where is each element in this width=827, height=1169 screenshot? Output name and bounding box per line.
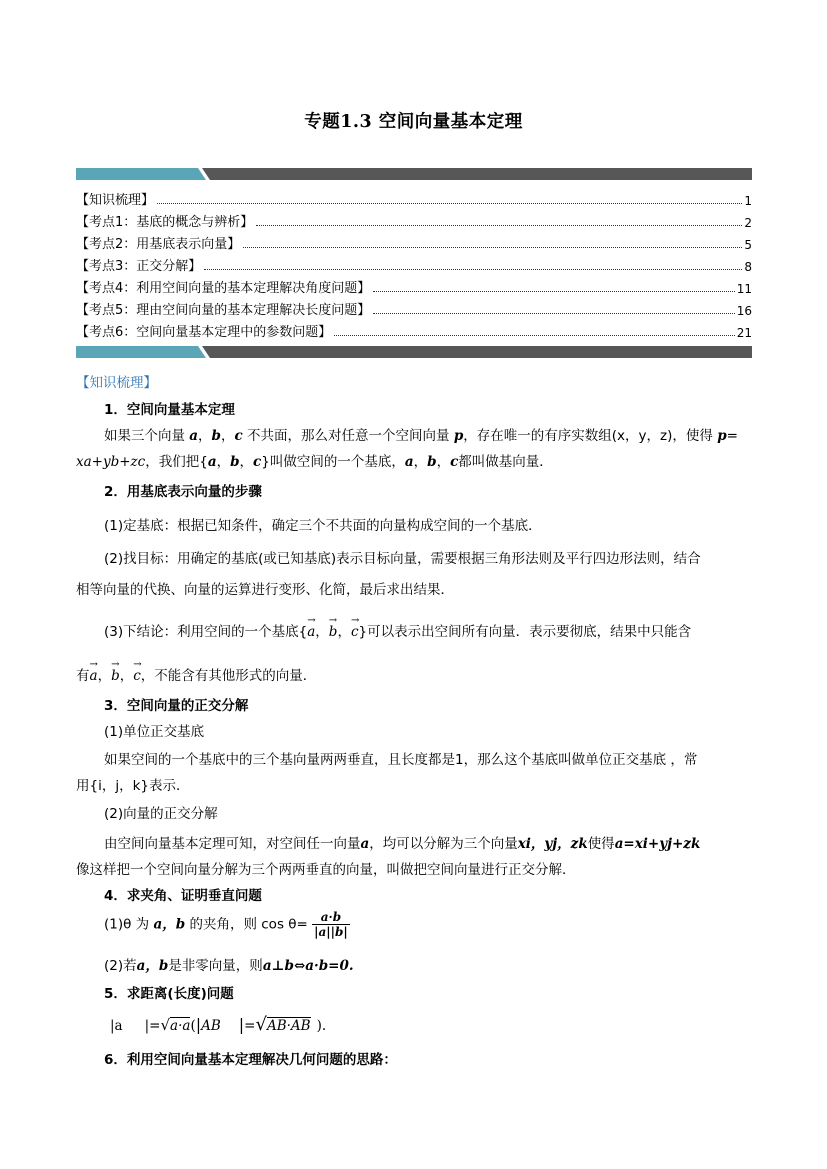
cos-fraction: $\frac{a\cdot b}{|a||b|}$ [314, 910, 348, 939]
s2-step2-line1: (2)找目标：用确定的基底(或已知基底)表示目标向量，需要根据三角形法则及平行四边形法则，结合 [104, 551, 701, 567]
toc-item-label: 【知识梳理】 [76, 193, 155, 208]
s3-p1-line1: 如果空间的一个基底中的三个基向量两两垂直，且长度都是1，那么这个基底叫做单位正交基底 ，常 [104, 752, 698, 768]
toc-item[interactable] [76, 276, 752, 296]
heading-orthogonal-decomposition: 3．空间向量的正交分解 [104, 698, 249, 714]
toc-item-label: 【考点3：正交分解】 [76, 259, 202, 274]
toc-item-label: 【考点2：用基底表示向量】 [76, 237, 241, 252]
section-tag: 【知识梳理】 [76, 375, 157, 391]
toc-item-label: 【考点5：理由空间向量的基本定理解决长度问题】 [76, 303, 371, 318]
heading-basis-steps: 2．用基底表示向量的步骤 [104, 484, 262, 500]
heading-basis-theorem: 1．空间向量基本定理 [104, 402, 235, 418]
toc-item-page: 21 [736, 326, 752, 340]
s1-line2: xa+yb+zc，我们把{a，b，c}叫做空间的一个基底，a，b，c都叫做基向量． [76, 454, 553, 470]
s2-step1: (1)定基底：根据已知条件，确定三个不共面的向量构成空间的一个基底． [104, 518, 542, 534]
s3-sub2: (2)向量的正交分解 [104, 806, 218, 822]
toc-item-page: 2 [744, 216, 752, 230]
toc-top-divider [76, 168, 752, 180]
toc-item[interactable] [76, 210, 752, 230]
s3-p3: 像这样把一个空间向量分解为三个两两垂直的向量，叫做把空间向量进行正交分解． [76, 862, 576, 878]
s1-line1: 如果三个向量 a，b，c 不共面，那么对任意一个空间向量 p，存在唯一的有序实数组(x，y，z)，使得 p= [104, 428, 738, 444]
toc-item-page: 11 [736, 282, 752, 296]
page-title: 专题1.3 空间向量基本定理 [304, 112, 523, 132]
toc-item-page: 1 [744, 194, 752, 208]
toc-bottom-divider [76, 346, 752, 358]
toc-item[interactable] [76, 232, 752, 252]
heading-distance: 5．求距离(长度)问题 [104, 986, 234, 1002]
s3-p1-line2: 用{i，j，k}表示． [76, 778, 190, 794]
toc-item[interactable] [76, 188, 752, 208]
toc-item-label: 【考点1：基底的概念与辨析】 [76, 215, 254, 230]
s2-step3-line2: 有a → ，b → ，c → ，不能含有其他形式的向量． [76, 659, 317, 684]
toc-item[interactable] [76, 298, 752, 318]
heading-angle-perpendicular: 4．求夹角、证明垂直问题 [104, 888, 262, 904]
s4-p1: (1)θ 为 a，b 的夹角，则 cos θ= $\frac{a\cdot b}{|a||b|}$ [104, 910, 348, 939]
toc-item-label: 【考点4：利用空间向量的基本定理解决角度问题】 [76, 281, 371, 296]
toc-item-page: 5 [744, 238, 752, 252]
s3-p2-line1: 由空间向量基本定理可知，对空间任一向量a，均可以分解为三个向量xi，yj，zk使得a=xi+yj+zk [104, 836, 701, 852]
toc-item[interactable] [76, 254, 752, 274]
s5-formula: |a |=√a·a(|AB |=√AB·AB ). [110, 1014, 327, 1035]
s4-p2: (2)若a，b是非零向量，则a⊥b⇔a·b=0. [104, 958, 354, 974]
s2-step3-line1: (3)下结论：利用空间的一个基底{a → ，b → ，c → }可以表示出空间所有向量．表示要彻底，结果中只能含 [104, 615, 692, 640]
toc-item[interactable] [76, 320, 752, 340]
s3-sub1: (1)单位正交基底 [104, 724, 205, 740]
s2-step2-line2: 相等向量的代换、向量的运算进行变形、化简，最后求出结果． [76, 582, 454, 598]
heading-geometry-approach: 6．利用空间向量基本定理解决几何问题的思路： [104, 1052, 397, 1068]
toc-item-page: 8 [744, 260, 752, 274]
toc-item-label: 【考点6：空间向量基本定理中的参数问题】 [76, 325, 332, 340]
toc-item-page: 16 [736, 304, 752, 318]
